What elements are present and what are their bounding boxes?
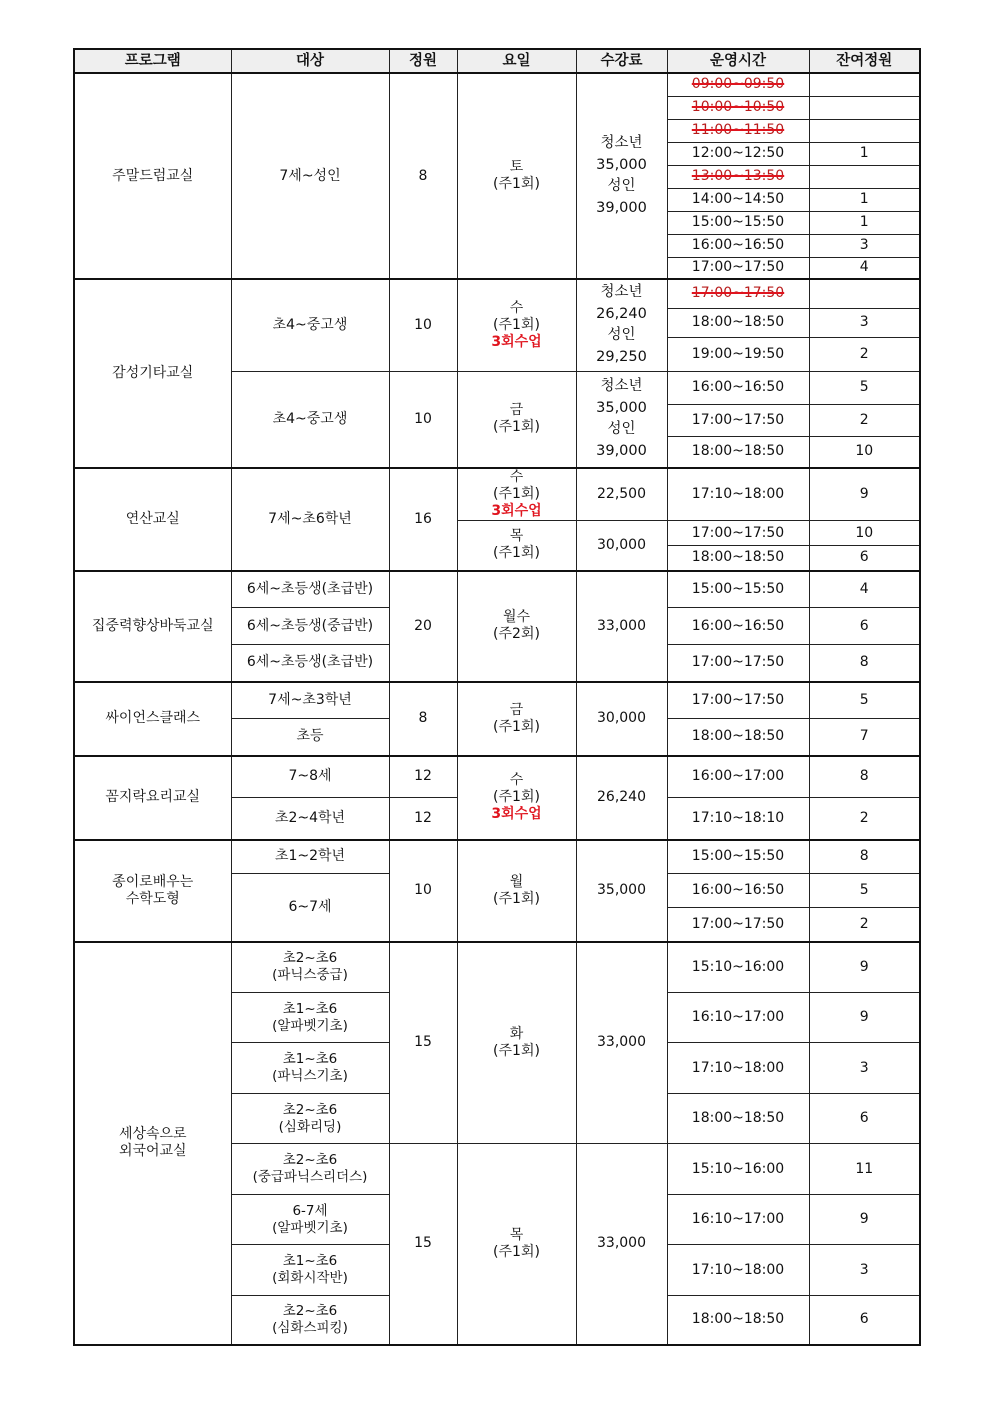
frequency: (주1회) xyxy=(493,890,540,907)
remaining: 5 xyxy=(809,874,920,908)
time-slot: 18:00~18:50 xyxy=(667,719,809,756)
remaining xyxy=(809,119,920,142)
remaining: 2 xyxy=(809,337,920,371)
table-row xyxy=(74,682,920,719)
remaining: 8 xyxy=(809,756,920,798)
remaining: 4 xyxy=(809,571,920,608)
table-row xyxy=(74,756,920,798)
day-cell xyxy=(457,840,576,942)
frequency: (주1회) xyxy=(493,1243,540,1260)
target-grade: 초2~초6 xyxy=(282,1302,338,1319)
remaining: 1 xyxy=(809,142,920,165)
time-slot: 17:00~17:50 xyxy=(667,908,809,942)
frequency: (주1회) xyxy=(493,316,540,333)
fee: 30,000 xyxy=(576,521,667,571)
frequency: (주1회) xyxy=(493,486,540,502)
day-cell xyxy=(457,468,576,521)
header-capacity: 정원 xyxy=(389,49,457,73)
remaining: 10 xyxy=(809,521,920,546)
capacity: 8 xyxy=(389,73,457,279)
target-level: (파닉스중급) xyxy=(272,967,348,984)
fee-youth: 26,240 xyxy=(596,305,647,322)
capacity: 15 xyxy=(389,1144,457,1345)
time-slot: 18:00~18:50 xyxy=(667,436,809,468)
remaining: 8 xyxy=(809,645,920,682)
time-slot: 16:00~16:50 xyxy=(667,371,809,404)
capacity: 10 xyxy=(389,371,457,468)
schedule-table xyxy=(73,48,921,1346)
fee-label-youth: 청소년 xyxy=(600,378,643,395)
program-name xyxy=(74,942,231,1345)
day: 금 xyxy=(509,701,524,718)
day: 토 xyxy=(509,159,524,175)
remaining xyxy=(809,73,920,96)
target-grade: 초1~초6 xyxy=(282,1000,338,1017)
remaining: 9 xyxy=(809,993,920,1043)
program-name: 꼼지락요리교실 xyxy=(74,756,231,840)
day: 목 xyxy=(509,1226,524,1243)
fee-cell xyxy=(576,279,667,371)
capacity: 10 xyxy=(389,840,457,942)
target xyxy=(231,993,389,1043)
remaining: 1 xyxy=(809,211,920,234)
capacity: 12 xyxy=(389,798,457,840)
time-slot: 16:00~16:50 xyxy=(667,608,809,645)
fee-cell xyxy=(576,73,667,279)
remaining: 9 xyxy=(809,942,920,993)
day-cell xyxy=(457,756,576,840)
fee: 22,500 xyxy=(576,468,667,521)
remaining: 2 xyxy=(809,404,920,436)
remaining: 2 xyxy=(809,798,920,840)
time-slot: 17:10~18:00 xyxy=(667,1245,809,1296)
remaining: 6 xyxy=(809,608,920,645)
fee-youth: 35,000 xyxy=(596,399,647,416)
time-slot: 16:10~17:00 xyxy=(667,993,809,1043)
program-name: 연산교실 xyxy=(74,468,231,571)
target: 초1~2학년 xyxy=(231,840,389,874)
session-note: 3회수업 xyxy=(491,806,542,822)
target: 7세~초6학년 xyxy=(231,468,389,571)
day-cell xyxy=(457,371,576,468)
time-slot: 16:00~17:00 xyxy=(667,756,809,798)
day: 수 xyxy=(509,469,524,485)
target xyxy=(231,942,389,993)
target xyxy=(231,1144,389,1195)
time-slot: 19:00~19:50 xyxy=(667,337,809,371)
remaining: 1 xyxy=(809,188,920,211)
target: 초4~중고생 xyxy=(231,279,389,371)
remaining: 6 xyxy=(809,546,920,571)
fee: 33,000 xyxy=(576,571,667,682)
time-slot-closed: 13:00~13:50 xyxy=(667,165,809,188)
header-row xyxy=(74,49,920,73)
session-note: 3회수업 xyxy=(491,333,542,350)
target: 7세~초3학년 xyxy=(231,682,389,719)
day-cell xyxy=(457,521,576,571)
remaining: 8 xyxy=(809,840,920,874)
remaining xyxy=(809,279,920,308)
program-name xyxy=(74,840,231,942)
frequency: (주1회) xyxy=(493,789,540,805)
program-name: 감성기타교실 xyxy=(74,279,231,468)
day: 수 xyxy=(509,772,524,788)
fee-label-adult: 성인 xyxy=(607,327,636,344)
program-name-line: 수학도형 xyxy=(125,890,180,907)
target-level: (심화스피킹) xyxy=(272,1319,348,1336)
day: 수 xyxy=(509,299,524,316)
frequency: (주1회) xyxy=(493,176,540,192)
target: 6세~초등생(초급반) xyxy=(231,645,389,682)
frequency: (주1회) xyxy=(493,419,540,436)
target-grade: 초1~초6 xyxy=(282,1051,338,1067)
table-row xyxy=(74,571,920,608)
target: 초2~4학년 xyxy=(231,798,389,840)
time-slot: 17:00~17:50 xyxy=(667,521,809,546)
fee-label-youth: 청소년 xyxy=(600,284,643,301)
time-slot-closed: 10:00~10:50 xyxy=(667,96,809,119)
target-grade: 6-7세 xyxy=(292,1202,328,1219)
capacity: 15 xyxy=(389,942,457,1144)
header-day: 요일 xyxy=(457,49,576,73)
target xyxy=(231,1043,389,1094)
target-level: (중급파닉스리더스) xyxy=(252,1169,368,1185)
time-slot-closed: 11:00~11:50 xyxy=(667,119,809,142)
time-slot: 14:00~14:50 xyxy=(667,188,809,211)
fee: 33,000 xyxy=(576,942,667,1144)
frequency: (주1회) xyxy=(493,545,540,562)
target-level: (심화리딩) xyxy=(278,1118,342,1135)
fee: 30,000 xyxy=(576,682,667,756)
target-level: (알파벳기초) xyxy=(272,1219,348,1236)
frequency: (주1회) xyxy=(493,718,540,735)
remaining: 3 xyxy=(809,308,920,337)
remaining: 3 xyxy=(809,1245,920,1296)
program-name: 집중력향상바둑교실 xyxy=(74,571,231,682)
header-target: 대상 xyxy=(231,49,389,73)
target xyxy=(231,1094,389,1144)
remaining: 11 xyxy=(809,1144,920,1195)
time-slot: 18:00~18:50 xyxy=(667,1094,809,1144)
capacity: 16 xyxy=(389,468,457,571)
program-name: 싸이언스클래스 xyxy=(74,682,231,756)
time-slot: 17:00~17:50 xyxy=(667,645,809,682)
table-row xyxy=(74,942,920,993)
fee-cell xyxy=(576,371,667,468)
time-slot: 17:10~18:00 xyxy=(667,1043,809,1094)
fee-label-adult: 성인 xyxy=(607,178,636,194)
fee-label-youth: 청소년 xyxy=(600,135,643,151)
time-slot: 17:00~17:50 xyxy=(667,682,809,719)
target xyxy=(231,1195,389,1245)
target-grade: 초1~초6 xyxy=(282,1253,338,1269)
target: 6~7세 xyxy=(231,874,389,942)
day-cell xyxy=(457,571,576,682)
time-slot-closed: 09:00~09:50 xyxy=(667,73,809,96)
capacity: 12 xyxy=(389,756,457,798)
day-cell xyxy=(457,942,576,1144)
target-grade: 초2~초6 xyxy=(282,1101,338,1118)
time-slot: 12:00~12:50 xyxy=(667,142,809,165)
time-slot: 18:00~18:50 xyxy=(667,1296,809,1345)
time-slot: 15:00~15:50 xyxy=(667,840,809,874)
fee-label-adult: 성인 xyxy=(607,421,636,438)
time-slot: 15:10~16:00 xyxy=(667,942,809,993)
remaining xyxy=(809,96,920,119)
remaining: 5 xyxy=(809,682,920,719)
target: 7~8세 xyxy=(231,756,389,798)
time-slot: 17:00~17:50 xyxy=(667,257,809,279)
fee-adult: 39,000 xyxy=(596,199,647,216)
target: 7세~성인 xyxy=(231,73,389,279)
target: 6세~초등생(중급반) xyxy=(231,608,389,645)
time-slot: 16:00~16:50 xyxy=(667,234,809,257)
program-name-line: 외국어교실 xyxy=(118,1143,187,1159)
fee-youth: 35,000 xyxy=(596,156,647,173)
time-slot-closed: 17:00~17:50 xyxy=(667,279,809,308)
time-slot: 16:00~16:50 xyxy=(667,874,809,908)
header-program: 프로그램 xyxy=(74,49,231,73)
remaining: 7 xyxy=(809,719,920,756)
time-slot: 15:00~15:50 xyxy=(667,211,809,234)
target: 초등 xyxy=(231,719,389,756)
header-remaining: 잔여정원 xyxy=(809,49,920,73)
target-grade: 초2~초6 xyxy=(282,1152,338,1168)
table-row xyxy=(74,468,920,521)
table-row xyxy=(74,840,920,874)
target-level: (파닉스기초) xyxy=(272,1068,348,1084)
capacity: 8 xyxy=(389,682,457,756)
capacity: 10 xyxy=(389,279,457,371)
remaining xyxy=(809,165,920,188)
day-cell xyxy=(457,1144,576,1345)
target-level: (알파벳기초) xyxy=(272,1017,348,1034)
remaining: 2 xyxy=(809,908,920,942)
time-slot: 17:10~18:10 xyxy=(667,798,809,840)
day-cell xyxy=(457,682,576,756)
remaining: 6 xyxy=(809,1296,920,1345)
time-slot: 15:00~15:50 xyxy=(667,571,809,608)
target-grade: 초2~초6 xyxy=(282,950,338,967)
program-name: 주말드럼교실 xyxy=(74,73,231,279)
fee: 26,240 xyxy=(576,756,667,840)
program-name-line: 종이로배우는 xyxy=(112,873,194,890)
time-slot: 15:10~16:00 xyxy=(667,1144,809,1195)
remaining: 4 xyxy=(809,257,920,279)
frequency: (주2회) xyxy=(493,626,540,642)
day: 금 xyxy=(509,402,524,419)
table-row xyxy=(74,279,920,308)
day: 월 xyxy=(509,873,524,890)
fee-adult: 29,250 xyxy=(596,348,647,365)
fee: 33,000 xyxy=(576,1144,667,1345)
header-time: 운영시간 xyxy=(667,49,809,73)
header-fee: 수강료 xyxy=(576,49,667,73)
target xyxy=(231,1296,389,1345)
day: 월수 xyxy=(502,609,531,625)
time-slot: 16:10~17:00 xyxy=(667,1195,809,1245)
time-slot: 18:00~18:50 xyxy=(667,546,809,571)
capacity: 20 xyxy=(389,571,457,682)
day: 목 xyxy=(509,528,524,545)
program-name-line: 세상속으로 xyxy=(118,1126,187,1142)
target: 초4~중고생 xyxy=(231,371,389,468)
time-slot: 18:00~18:50 xyxy=(667,308,809,337)
remaining: 9 xyxy=(809,468,920,521)
remaining: 10 xyxy=(809,436,920,468)
target: 6세~초등생(초급반) xyxy=(231,571,389,608)
day-cell xyxy=(457,279,576,371)
remaining: 3 xyxy=(809,1043,920,1094)
target xyxy=(231,1245,389,1296)
time-slot: 17:00~17:50 xyxy=(667,404,809,436)
remaining: 6 xyxy=(809,1094,920,1144)
table-row xyxy=(74,73,920,96)
session-note: 3회수업 xyxy=(491,503,542,519)
time-slot: 17:10~18:00 xyxy=(667,468,809,521)
remaining: 9 xyxy=(809,1195,920,1245)
fee: 35,000 xyxy=(576,840,667,942)
target-level: (회화시작반) xyxy=(272,1270,348,1286)
remaining: 3 xyxy=(809,234,920,257)
fee-adult: 39,000 xyxy=(596,442,647,459)
day-cell xyxy=(457,73,576,279)
remaining: 5 xyxy=(809,371,920,404)
day: 화 xyxy=(509,1025,524,1042)
frequency: (주1회) xyxy=(493,1042,540,1059)
